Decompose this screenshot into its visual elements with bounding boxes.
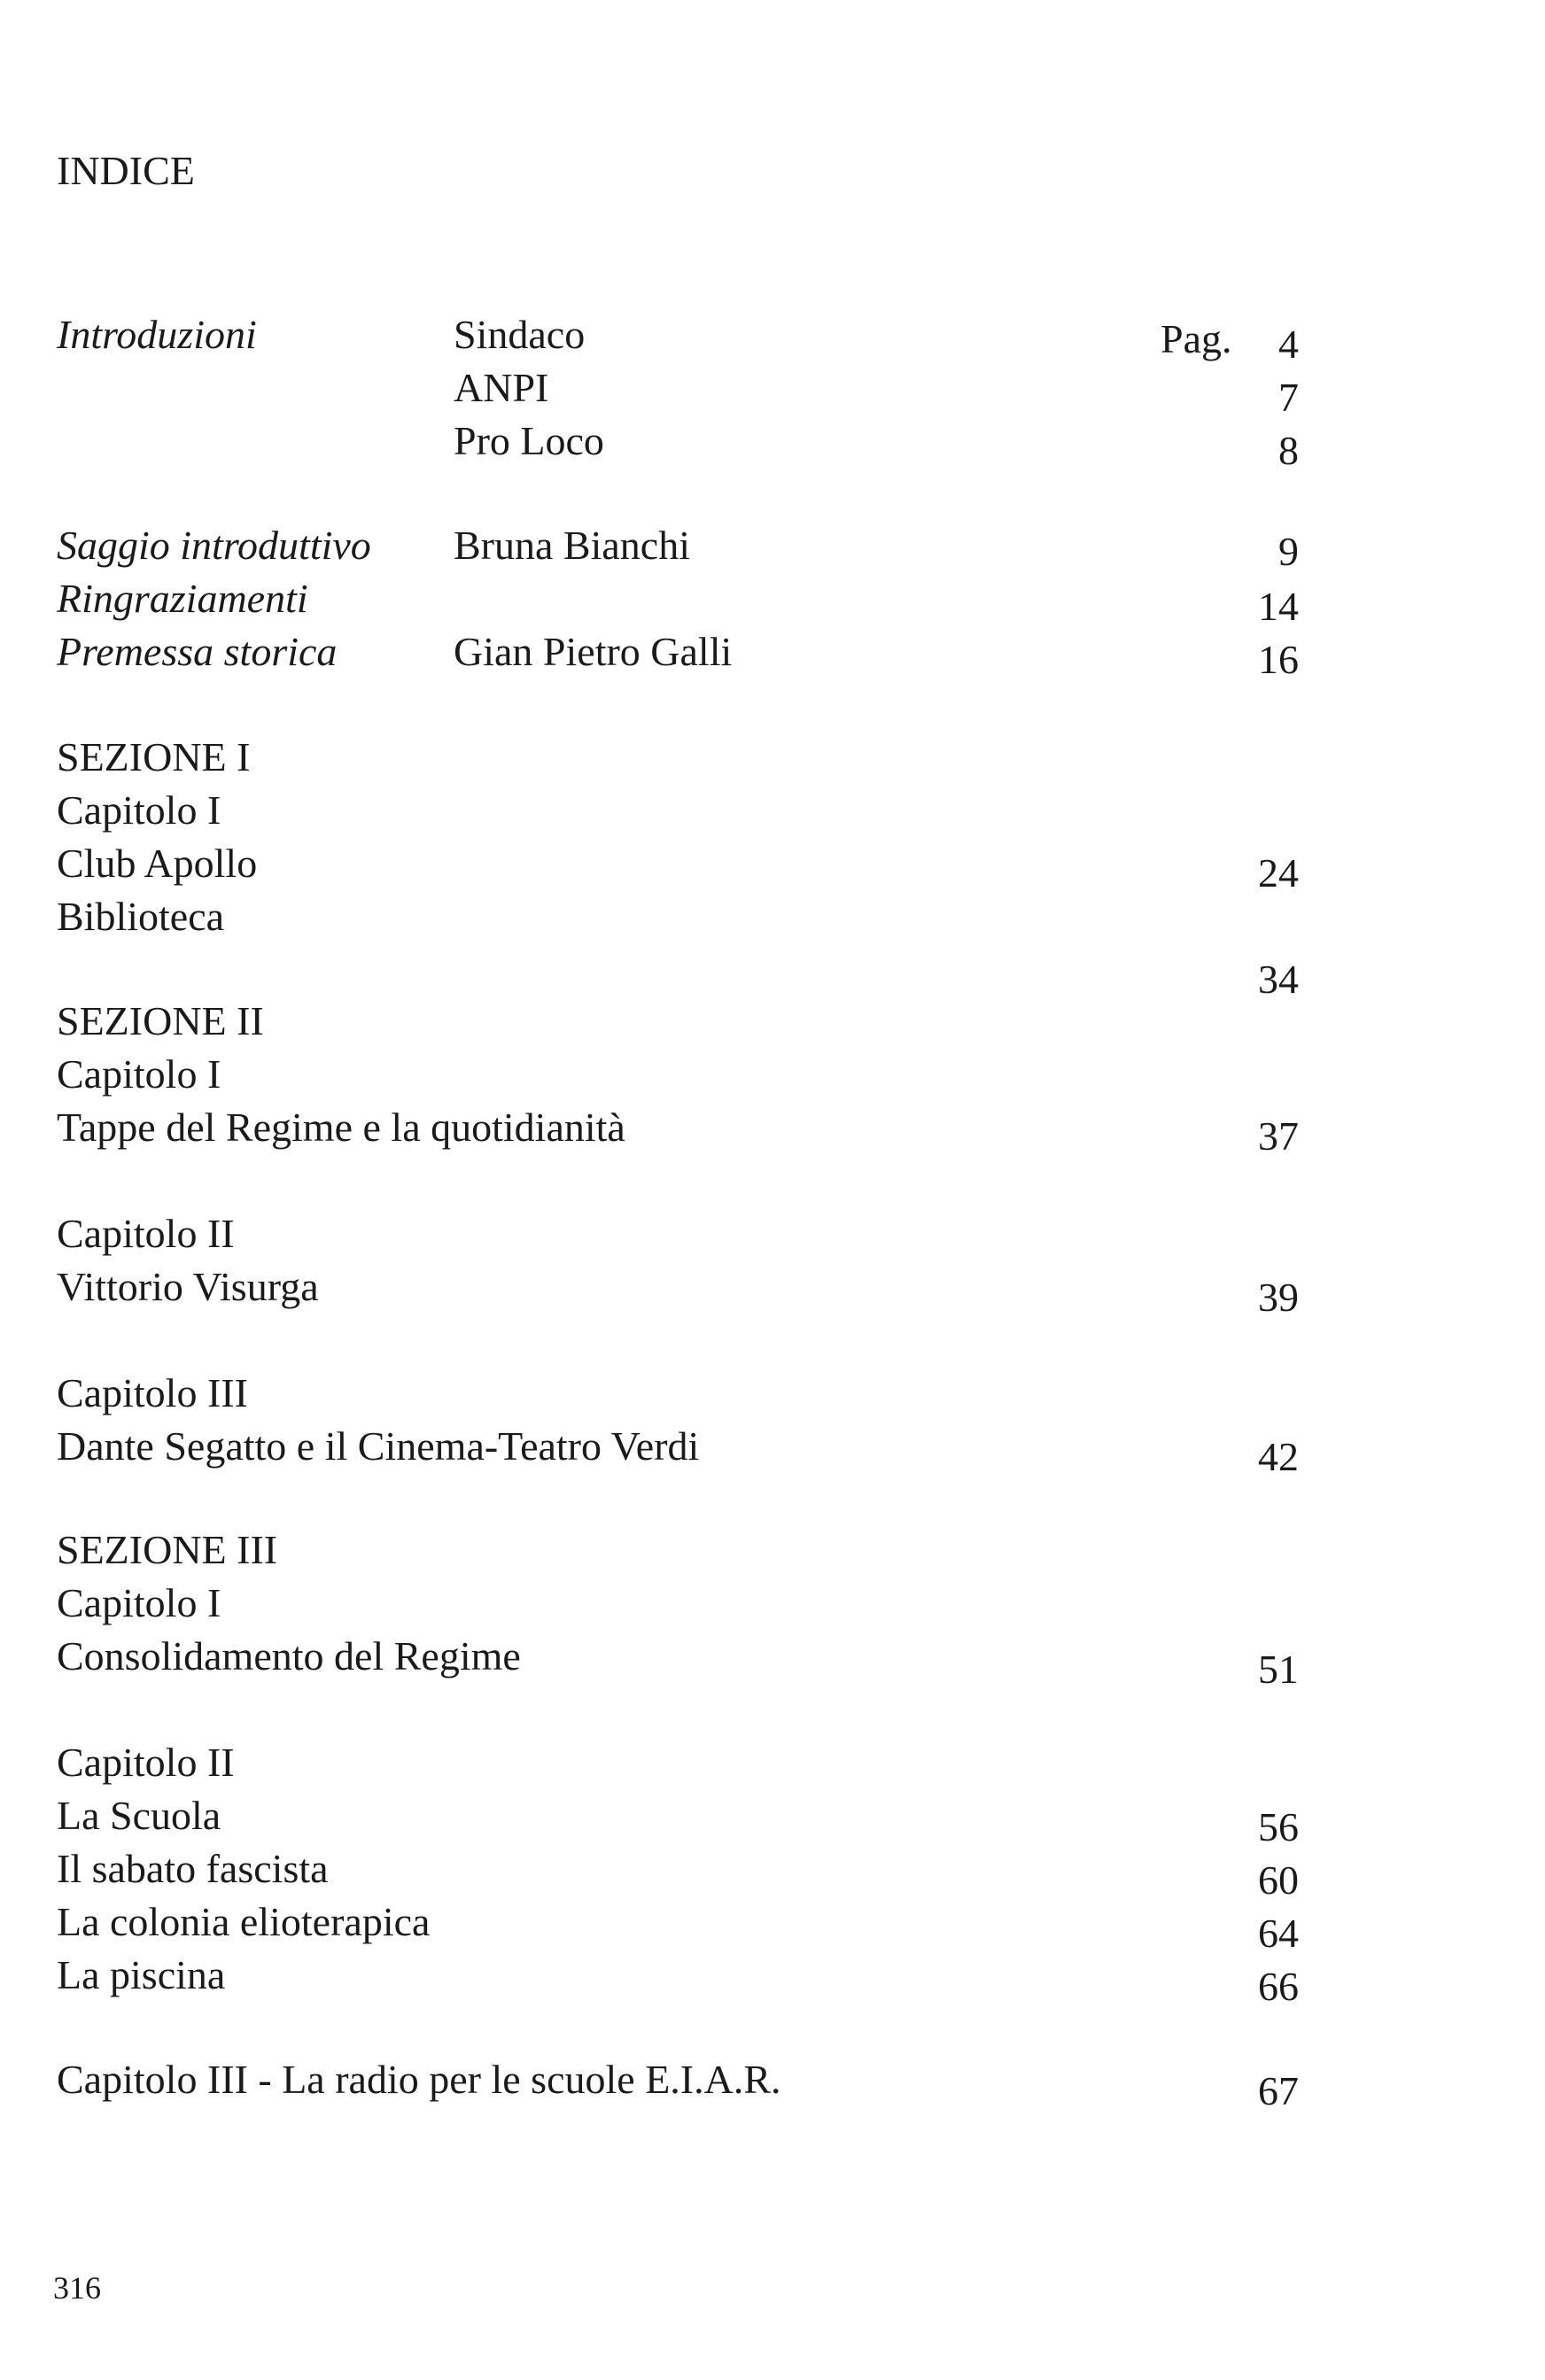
chapter-label: Capitolo I — [57, 787, 221, 833]
section-title: SEZIONE II — [57, 998, 264, 1043]
front-matter-author: Gian Pietro Galli — [454, 629, 733, 674]
front-matter-page: 14 — [1258, 584, 1299, 629]
chapter-label: Capitolo II — [57, 1211, 235, 1256]
index-entry: Tappe del Regime e la quotidianità — [57, 1105, 625, 1150]
front-matter-label: Premessa storica — [57, 629, 338, 674]
front-matter-page: 4 — [1278, 322, 1299, 367]
entry-page: 37 — [1258, 1113, 1299, 1159]
front-matter-page: 8 — [1278, 428, 1299, 473]
entry-page: 24 — [1258, 850, 1299, 895]
entry-page: 51 — [1258, 1647, 1299, 1692]
entry-page: 42 — [1258, 1434, 1299, 1479]
entry-page: 60 — [1258, 1857, 1299, 1903]
chapter-label: Capitolo II — [57, 1740, 235, 1785]
index-entry: Biblioteca — [57, 894, 225, 939]
chapter-label: Capitolo III — [57, 1370, 248, 1415]
entry-page: 56 — [1258, 1804, 1299, 1849]
front-matter-author: ANPI — [454, 365, 549, 410]
entry-page: 39 — [1258, 1275, 1299, 1320]
index-entry: La colonia elioterapica — [57, 1899, 431, 1944]
front-matter-page: 16 — [1258, 637, 1299, 682]
index-entry: Dante Segatto e il Cinema-Teatro Verdi — [57, 1423, 700, 1469]
front-matter-label: Saggio introduttivo — [57, 523, 371, 568]
section-title: SEZIONE III — [57, 1527, 278, 1572]
entry-page: 67 — [1258, 2068, 1299, 2113]
front-matter-author: Sindaco — [454, 312, 586, 357]
index-entry: Vittorio Visurga — [57, 1264, 319, 1309]
index-heading: INDICE — [57, 148, 195, 193]
front-matter-author: Bruna Bianchi — [454, 523, 690, 568]
index-entry: Club Apollo — [57, 841, 258, 886]
index-entry: Capitolo III - La radio per le scuole E.I.A.R. — [57, 2057, 781, 2102]
index-entry: La Scuola — [57, 1793, 221, 1838]
index-entry: La piscina — [57, 1952, 226, 1997]
front-matter-author: Pro Loco — [454, 418, 604, 463]
index-entry: Consolidamento del Regime — [57, 1633, 521, 1678]
chapter-label: Capitolo I — [57, 1580, 221, 1625]
front-matter-page: 9 — [1278, 529, 1299, 574]
entry-page: 64 — [1258, 1911, 1299, 1956]
pag-label: Pag. — [1161, 316, 1232, 361]
front-matter-label: Ringraziamenti — [57, 576, 308, 621]
page-number: 316 — [53, 2270, 101, 2306]
section-title: SEZIONE I — [57, 734, 251, 779]
entry-page: 66 — [1258, 1964, 1299, 2009]
index-entry: Il sabato fascista — [57, 1846, 329, 1891]
entry-page: 34 — [1258, 957, 1299, 1002]
chapter-label: Capitolo I — [57, 1051, 221, 1097]
front-matter-label: Introduzioni — [57, 312, 257, 357]
front-matter-page: 7 — [1278, 375, 1299, 420]
